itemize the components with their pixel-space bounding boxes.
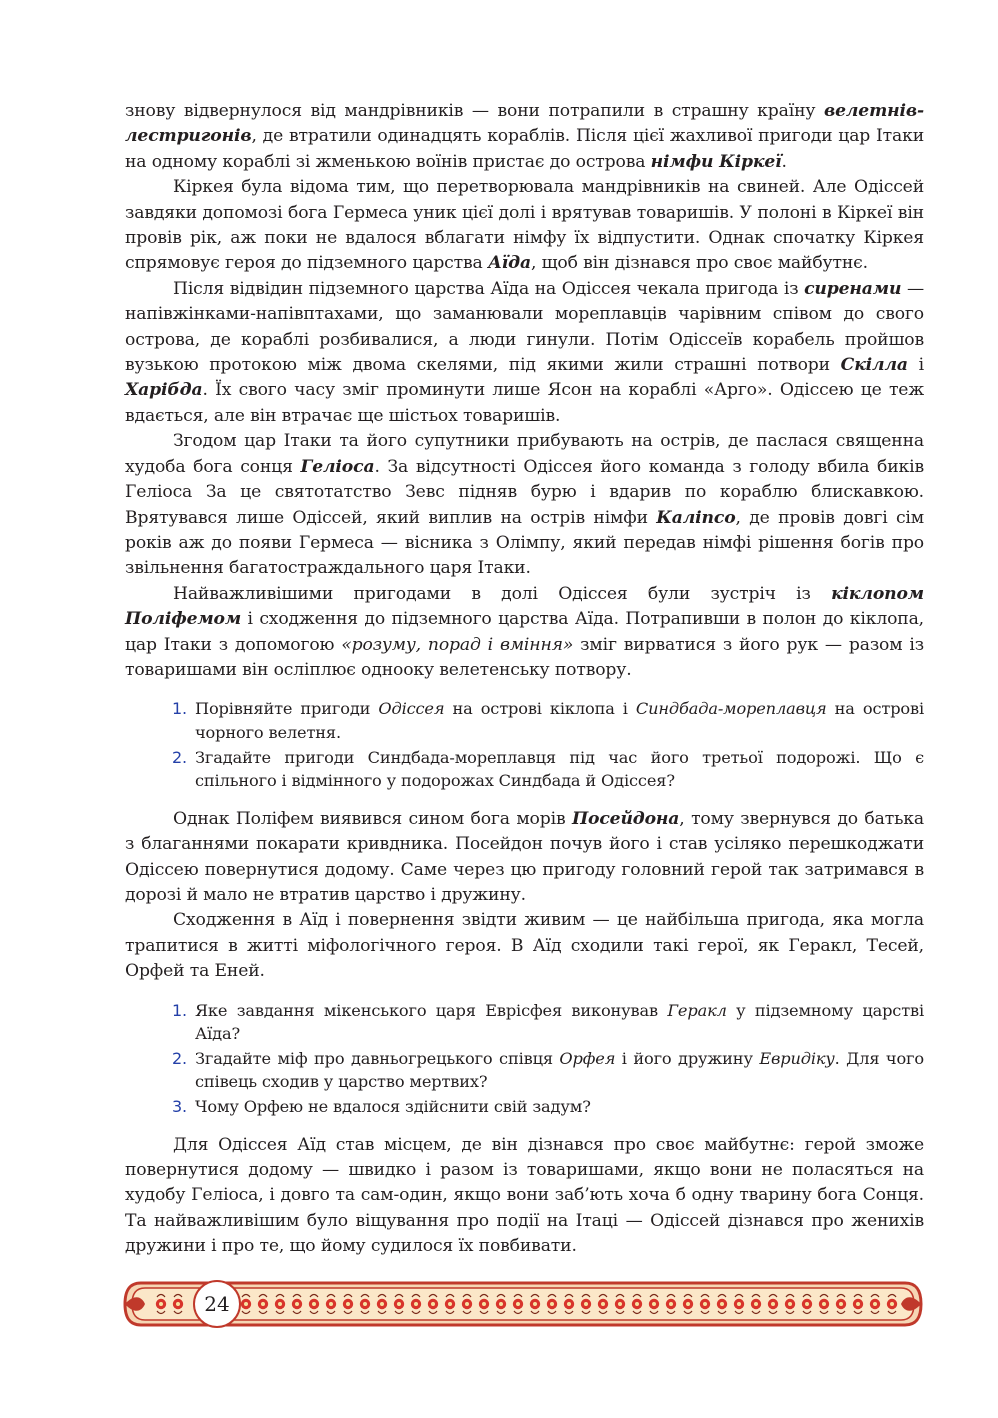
text: Яке завдання мікенського царя Еврісфея виконував (195, 1000, 668, 1020)
text: Згадайте міф про давньогрецького співця (195, 1048, 560, 1068)
text: на острові чорного велетня. (195, 699, 924, 742)
text: у підземному царстві Аїда? (195, 1000, 924, 1044)
question-number: 1. (172, 1000, 187, 1020)
emphasis: Одіссея (378, 699, 445, 719)
text: Після відвідин підземного царства Аїда на Одіссея чекала пригода із (173, 278, 805, 299)
text: Сходження в Аїд і повернення звідти живим — це найбільша пригода, яка могла трапитися в житті міфологічного героя. В Аїд сходили такі герої, як Геракл, Тесей, Орфей та Еней. (125, 910, 924, 982)
text: . За відсутності Одіссея його команда з голоду вбила биків Геліоса За це святотатство Зевс підняв бурю і вдарив по кораблю блискавкою. Врятувався лише Одіссей, який виплив на острів німфи (125, 456, 925, 528)
question-item (125, 1047, 924, 1094)
paragraph-8 (125, 1133, 924, 1260)
keyword-polyphemus: кіклопом Поліфемом (125, 583, 924, 630)
keyword-hades: Аїда (487, 253, 531, 274)
footer-ornament-band (123, 1273, 923, 1335)
emphasis: Евридіку (759, 1048, 835, 1068)
text: . (781, 151, 787, 172)
text: Порівняйте пригоди (195, 699, 379, 719)
question-item (125, 746, 924, 793)
text: — напівжінками-напівптахами, що заманювали мореплавців чарівним співом до свого острова, де кораблі розбивалися, а люди гинули. Потім Одіссеїв корабель пройшов вузькою протокою між двома скелями, під якими жили страшні потвори (125, 278, 924, 376)
page-body (125, 99, 924, 1260)
text: знову відвернулося від мандрівників — вони потрапили в страшну країну (125, 101, 824, 121)
keyword-helios: Геліоса (300, 456, 375, 477)
question-item (125, 999, 924, 1046)
question-list-2 (125, 999, 924, 1119)
keyword-laestrygonians: велетнів-лестригонів (125, 101, 924, 147)
question-item (125, 697, 924, 744)
text: Найважливішими пригодами в долі Одіссея були зустріч із (173, 583, 832, 604)
question-number: 1. (172, 699, 187, 719)
keyword-charybdis: Харібда (125, 380, 203, 401)
text: Згодом цар Ітаки та його супутники прибувають на острів, де паслася священна худоба бога сонця (125, 431, 924, 477)
text: . Їх свого часу зміг проминути лише Ясон на кораблі «Арго». Одіссею це теж вдається, але він втрачає ще шістьох товаришів. (125, 380, 924, 426)
question-number: 2. (172, 1048, 187, 1068)
text: Згадайте пригоди Синдбада-мореплавця під час його третьої подорожі. Що є спільного і відмінного у подорожах Синдбада й Одіссея? (195, 747, 924, 791)
text: , тому звернувся до батька з благаннями покарати кривдника. Посейдон почув його і став усіляко перешкоджати Одіссею повернутися додому. Саме через цю пригоду головний герой так затримався в дорозі й мало не втратив царство і дружину. (125, 808, 924, 905)
text: Кіркея була відома тим, що перетворювала мандрівників на свиней. Але Одіссей завдяки допомозі бога Гермеса уник цієї долі і врятував товаришів. У полоні в Кіркеї він провів рік, аж поки не вдалося вблагати німфу їх відпустити. Однак спочатку Кіркея спрямовує героя до підземного царства (125, 177, 924, 274)
paragraph-7 (125, 908, 924, 984)
question-item (125, 1095, 924, 1119)
text: і його дружину (615, 1048, 760, 1068)
quote: «розуму, порад і вміння» (341, 634, 574, 655)
text: Однак Поліфем виявився сином бога морів (173, 808, 572, 829)
question-number: 3. (172, 1096, 187, 1116)
ornament-border (123, 1273, 923, 1335)
text: зміг вирватися з його рук — разом із товаришами він осліплює однооку велетенську потвору. (125, 634, 924, 680)
text: Чому Орфею не вдалося здійснити свій задум? (195, 1096, 591, 1116)
emphasis: Синдбада-мореплавця (635, 699, 827, 719)
keyword-scylla: Скілла (840, 355, 908, 376)
paragraph-3 (125, 277, 924, 429)
paragraph-6 (125, 807, 924, 909)
paragraph-4 (125, 429, 924, 581)
keyword-circe: німфи Кіркеї (650, 151, 782, 172)
text: , щоб він дізнався про своє майбутнє. (530, 253, 868, 274)
text: , де провів довгі сім років аж до появи Гермеса — вісника з Олімпу, який передав німфі рішення богів про звільнення багатостраждального царя Ітаки. (125, 507, 924, 579)
paragraph-2 (125, 175, 924, 277)
page-number: 24 (193, 1280, 241, 1328)
paragraph-5 (125, 582, 924, 684)
question-list-1 (125, 697, 924, 792)
question-number: 2. (172, 747, 187, 767)
emphasis: Геракл (667, 1000, 727, 1020)
text: і (907, 355, 924, 376)
text: Для Одіссея Аїд став місцем, де він дізнався про своє майбутнє: герой зможе повернутися додому — швидко і разом із товаришами, якщо вони не поласяться на худобу Геліоса, і довго та сам-один, якщо вони заб’ють хоча б одну тварину бога Сонця. Та найважливішим було віщування про події на Ітаці — Одіссей дізнався про женихів дружини і про те, що йому судилося їх повбивати. (125, 1134, 924, 1257)
text: на острові кіклопа і (444, 699, 636, 719)
text: і сходження до підземного царства Аїда. Потрапивши в полон до кіклопа, цар Ітаки з допомогою (125, 609, 924, 655)
keyword-calypso: Каліпсо (656, 507, 736, 528)
text: , де втратили одинадцять кораблів. Після цієї жахливої пригоди цар Ітаки на одному кораблі зі жменькою воїнів пристає до острова (125, 126, 924, 172)
emphasis: Орфея (559, 1048, 616, 1068)
text: . Для чого співець сходив у царство мертвих? (195, 1048, 924, 1092)
keyword-sirens: сиренами (804, 278, 902, 299)
keyword-poseidon: Посейдона (571, 808, 680, 829)
paragraph-1 (125, 99, 924, 175)
